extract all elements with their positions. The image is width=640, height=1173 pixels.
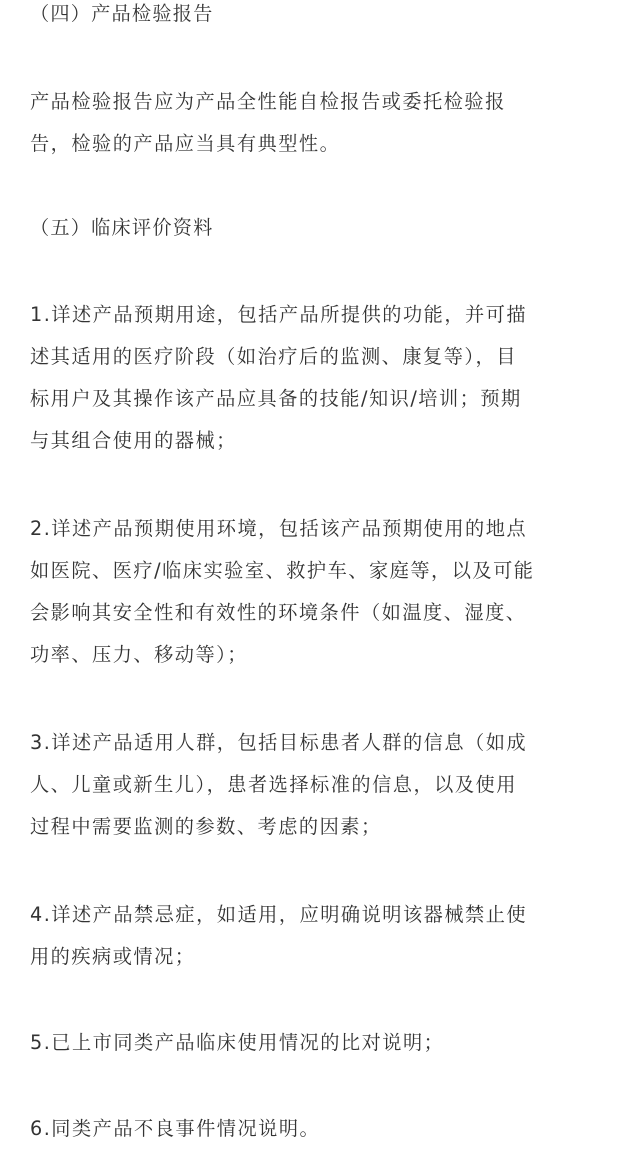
list-item-5 <box>30 1022 620 1064</box>
list-item-2 <box>30 508 620 676</box>
paragraph-line: 与其组合使用的器械； <box>30 429 237 452</box>
paragraph-line: 述其适用的医疗阶段（如治疗后的监测、康复等），目 <box>30 345 517 368</box>
list-item-1 <box>30 294 620 462</box>
paragraph-line: 会影响其安全性和有效性的环境条件（如温度、湿度、 <box>30 601 527 624</box>
paragraph-line: 5.已上市同类产品临床使用情况的比对说明； <box>30 1031 445 1054</box>
heading-text: （五）临床评价资料 <box>30 216 214 239</box>
paragraph-line: 4.详述产品禁忌症，如适用，应明确说明该器械禁止使 <box>30 903 528 926</box>
section-heading-five <box>30 207 620 249</box>
paragraph-line: 过程中需要监测的参数、考虑的因素； <box>30 815 382 838</box>
paragraph-line: 6.同类产品不良事件情况说明。 <box>30 1117 321 1140</box>
paragraph-line: 告，检验的产品应当具有典型性。 <box>30 132 341 155</box>
list-item-4 <box>30 894 620 978</box>
paragraph-line: 标用户及其操作该产品应具备的技能/知识/培训；预期 <box>30 387 522 410</box>
list-item-3 <box>30 722 620 848</box>
paragraph-line: 2.详述产品预期使用环境，包括该产品预期使用的地点 <box>30 517 528 540</box>
paragraph-line: 用的疾病或情况； <box>30 945 196 968</box>
paragraph-line: 1.详述产品预期用途，包括产品所提供的功能，并可描 <box>30 303 528 326</box>
paragraph-inspection-report <box>30 81 620 165</box>
paragraph-line: 如医院、医疗/临床实验室、救护车、家庭等，以及可能 <box>30 559 535 582</box>
list-item-6 <box>30 1108 620 1150</box>
paragraph-line: 人、儿童或新生儿），患者选择标准的信息，以及使用 <box>30 773 517 796</box>
paragraph-line: 3.详述产品适用人群，包括目标患者人群的信息（如成 <box>30 731 528 754</box>
section-heading-four <box>30 0 620 35</box>
heading-text: （四）产品检验报告 <box>30 2 214 25</box>
paragraph-line: 产品检验报告应为产品全性能自检报告或委托检验报 <box>30 90 506 113</box>
paragraph-line: 功率、压力、移动等）； <box>30 643 248 666</box>
